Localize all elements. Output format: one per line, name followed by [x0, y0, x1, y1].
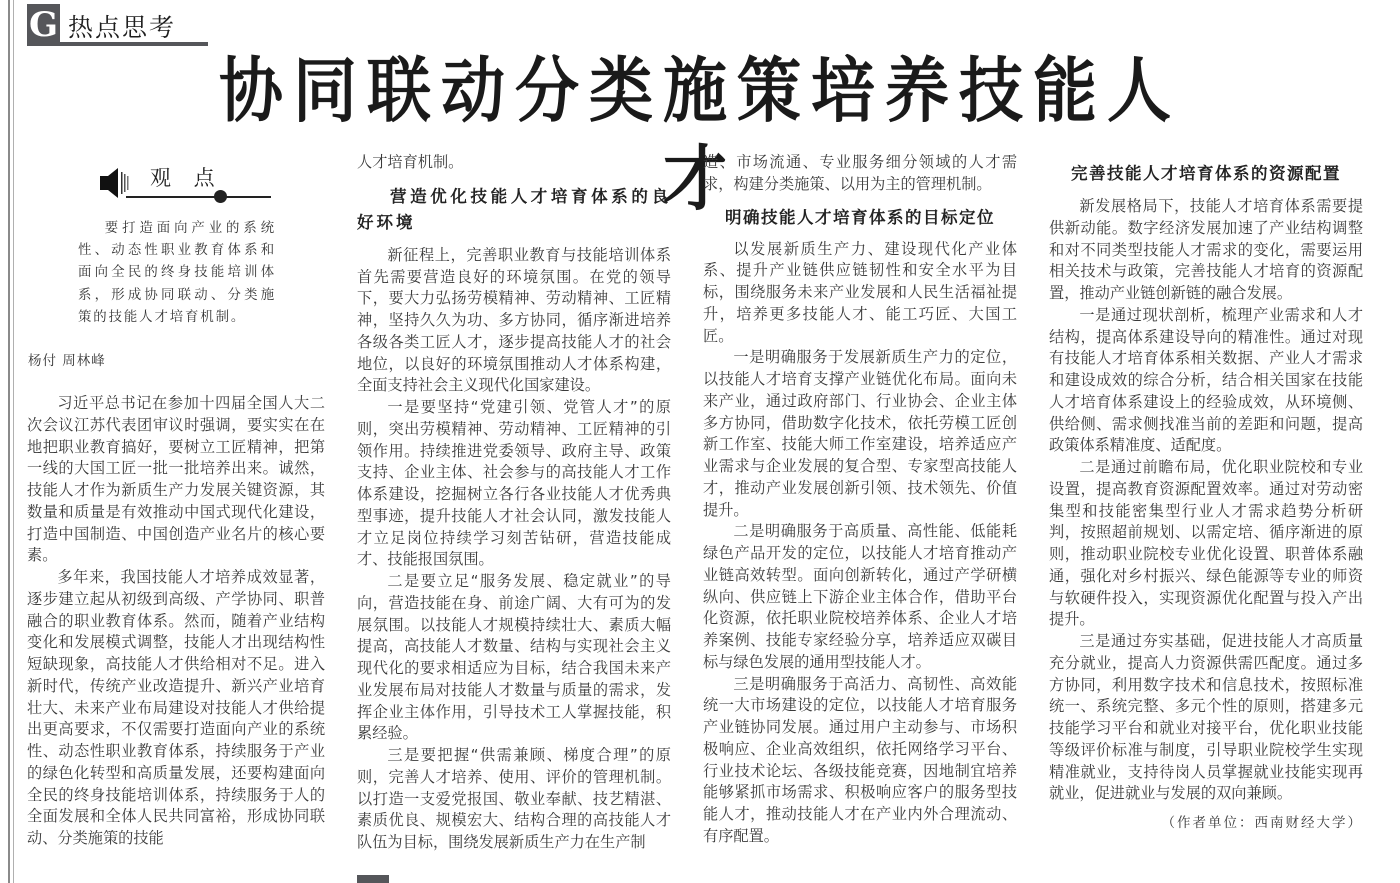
author-affiliation: （作者单位：西南财经大学） — [1161, 815, 1363, 831]
paragraph: 三是明确服务于高活力、高韧性、高效能统一大市场建设的定位，以技能人才培育服务产业链协同发展。通过用户主动参与、市场积极响应、企业高效组织，依托网络学习平台、行业技术论坛、各级技能竞赛，因地制宜培养能够紧抓市场需求、积极响应客户的服务型技能人才，推动技能人才在产业内外合理流动、有序配置。 — [703, 674, 1017, 845]
viewpoint-box — [96, 160, 276, 208]
page-edge-rule — [8, 0, 14, 883]
subheading: 营造优化技能人才培育体系的良好环境 — [357, 186, 671, 232]
paragraph-continuation: 人才培育机制。 — [357, 153, 464, 171]
section-label: 热点思考 — [60, 4, 208, 46]
paragraph-continuation: 造、市场流通、专业服务细分领域的人才需求，构建分类施策、以用为主的管理机制。 — [703, 153, 1017, 193]
paragraph: 一是明确服务于发展新质生产力的定位，以技能人才培育支撑产业链优化布局。面向未来产业，通过政府部门、行业协会、企业主体多方协同，借助数字化技术，依托劳模工匠创新工作室、技能大师工作室建设，培养适应产业需求与企业发展的复合型、专家型高技能人才，推动产业发展创新引领、技术领先、价值提升。 — [703, 348, 1017, 519]
column-2 — [357, 152, 671, 854]
viewpoint-rule — [126, 196, 271, 198]
paragraph: 三是要把握“供需兼顾、梯度合理”的原则，完善人才培养、使用、评价的管理机制。以打造一支爱党报国、敬业奉献、技艺精湛、素质优良、规模宏大、结构合理的高技能人才队伍为目标，围绕发展新质生产力在生产制 — [357, 746, 671, 851]
paragraph: 二是通过前瞻布局，优化职业院校和专业设置，提高教育资源配置效率。通过对劳动密集型和技能密集型行业人才需求趋势分析研判，按照超前规划、以需定培、循序渐进的原则，推动职业院校专业优化设置、职普体系融通，强化对乡村振兴、绿色能源等专业的师资与软硬件投入，实现资源优化配置与投入产出提升。 — [1049, 458, 1363, 629]
column-1 — [27, 393, 325, 850]
paragraph: 新发展格局下，技能人才培育体系需要提供新动能。数字经济发展加速了产业结构调整和对不同类型技能人才需求的变化，需要运用相关技术与政策，完善技能人才培育的资源配置，推动产业链创新链的融合发展。 — [1049, 197, 1363, 302]
paragraph: 三是通过夯实基础，促进技能人才高质量充分就业，提高人力资源供需匹配度。通过多方协同，利用数字技术和信息技术，按照标准统一、系统完整、多元个性的原则，搭建多元技能学习平台和就业对接平台，优化职业技能等级评价标准与制度，引导职业院校学生实现精准就业，支持待岗人员掌握就业技能实现再就业，促进就业与发展的双向兼顾。 — [1049, 632, 1363, 803]
next-section-tag-fragment — [357, 875, 389, 883]
subheading: 明确技能人才培育体系的目标定位 — [725, 207, 995, 227]
column-4 — [1049, 196, 1363, 835]
viewpoint-summary: 要打造面向产业的系统性、动态性职业教育体系和面向全民的终身技能培训体系，形成协同联动、分类施策的技能人才培育机制。 — [78, 221, 276, 325]
paragraph: 以发展新质生产力、建设现代化产业体系、提升产业链供应链韧性和安全水平为目标，围绕服务未来产业发展和人民生活福祉提升，培养更多技能人才、能工巧匠、大国工匠。 — [703, 239, 1017, 345]
section-tag — [27, 4, 208, 46]
paragraph: 多年来，我国技能人才培养成效显著，逐步建立起从初级到高级、产学协同、职普融合的职业教育体系。然而，随着产业结构变化和发展模式调整，技能人才出现结构性短缺现象，高技能人才供给相对不足。进入新时代，传统产业改造提升、新兴产业培育壮大、未来产业布局建设对技能人才供给提出更高要求，不仅需要打造面向产业的系统性、动态性职业教育体系，持续服务于产业的绿色化转型和高质量发展，还要构建面向全民的终身技能培训体系，持续服务于人的全面发展和全体人民共同富裕，形成协同联动、分类施策的技能 — [27, 568, 325, 847]
subheading: 完善技能人才培育体系的资源配置 — [1071, 164, 1341, 183]
paragraph: 二是要立足“服务发展、稳定就业”的导向，营造技能在身、前途广阔、大有可为的发展氛围。以技能人才规模持续壮大、素质大幅提高，高技能人才数量、结构与实现社会主义现代化的要求相适应为目标，结合我国未来产业发展布局对技能人才数量与质量的需求，发挥企业主体作用，引导技术工人掌握技能，积累经验。 — [357, 572, 671, 743]
paragraph: 习近平总书记在参加十四届全国人大二次会议江苏代表团审议时强调，要实实在在地把职业教育搞好，要树立工匠精神，把第一线的大国工匠一批一批培养出来。诚然，技能人才作为新质生产力发展关键资源，其数量和质量是有效推动中国式现代化建设，打造中国制造、中国创造产业名片的核心要素。 — [27, 394, 325, 565]
viewpoint-dot-icon — [214, 190, 227, 203]
paragraph: 一是通过现状剖析，梳理产业需求和人才结构，提高体系建设导向的精准性。通过对现有技能人才培育体系相关数据、产业人才需求和建设成效的综合分析，结合相关国家在技能人才培育体系建设上的经验成效，从环境侧、供给侧、需求侧找准当前的差距和问题，提高政策体系精准度、适配度。 — [1049, 305, 1363, 455]
author-byline: 杨付 周林峰 — [28, 353, 106, 369]
column-3 — [703, 152, 1017, 848]
section-letter-logo: G — [28, 5, 59, 45]
viewpoint-label: 观 点 — [150, 166, 223, 190]
paragraph: 一是要坚持“党建引领、党管人才”的原则，突出劳模精神、劳动精神、工匠精神的引领作用。持续推进党委领导、政府主导、政策支持、企业主体、社会参与的高技能人才工作体系建设，挖掘树立各行各业技能人才优秀典型事迹，提升技能人才社会认同，激发技能人才立足岗位持续学习刻苦钻研，营造技能成才、技能报国氛围。 — [357, 398, 671, 569]
article-headline: 协同联动分类施策培养技能人才 — [219, 50, 1181, 221]
paragraph: 新征程上，完善职业教育与技能培训体系首先需要营造良好的环境氛围。在党的领导下，要大力弘扬劳模精神、劳动精神、工匠精神，坚持久久为功、多方协同，循序渐进培养各级各类工匠人才，逐步提高技能人才的社会地位，以良好的环境氛围推动人才体系构建，全面支持社会主义现代化国家建设。 — [357, 245, 671, 395]
paragraph: 二是明确服务于高质量、高性能、低能耗绿色产品开发的定位，以技能人才培育推动产业链高效转型。面向创新转化，通过产学研横纵向、供应链上下游企业主体合作，借助平台化资源，依托职业院校培养体系、企业人才培养案例、技能专家经验分享，培养适应双碳目标与绿色发展的通用型技能人才。 — [703, 522, 1017, 671]
speaker-icon — [98, 166, 132, 204]
